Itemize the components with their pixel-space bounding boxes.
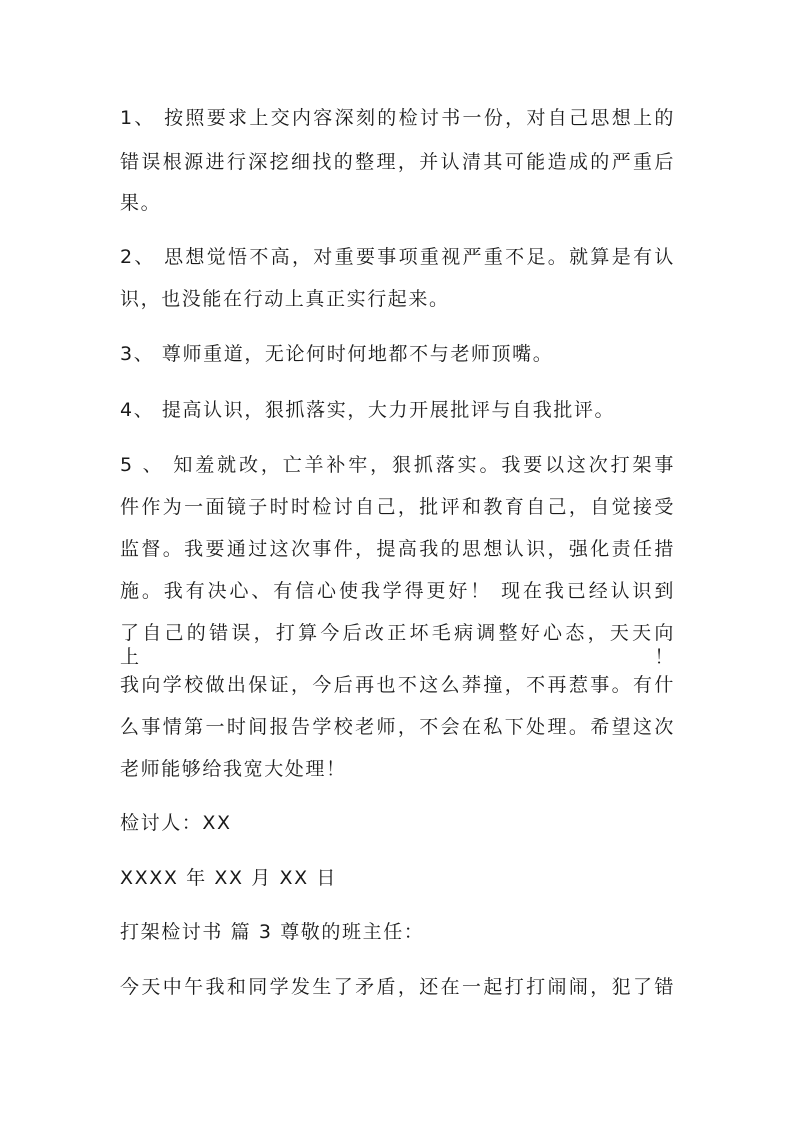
date-line: XXXX 年 XX 月 XX 日 [120, 867, 337, 889]
signature-line: 检讨人：XX [120, 812, 232, 834]
paragraph-4-line-1: 4、 提高认识，狠抓落实，大力开展批评与自我批评。 [120, 399, 616, 421]
paragraph-5-line-2: 件作为一面镜子时时检讨自己，批评和教育自己，自觉接受 [120, 496, 675, 518]
paragraph-2-line-2: 识，也没能在行动上真正实行起来。 [120, 288, 450, 310]
paragraph-5-line-3: 监督。我要通过这次事件，提高我的思想认识，强化责任措 [120, 538, 675, 560]
section-heading: 打架检讨书 篇 3 尊敬的班主任： [120, 921, 425, 943]
paragraph-3-line-1: 3、 尊师重道，无论何时何地都不与老师顶嘴。 [120, 343, 554, 365]
paragraph-5-line-4: 施。我有决心、有信心使我学得更好！ 现在我已经认识到 [120, 580, 675, 602]
paragraph-5-line-5: 了自己的错误，打算今后改正坏毛病调整好心态，天天向上！ [120, 622, 675, 668]
paragraph-6-line-1: 我向学校做出保证，今后再也不这么莽撞，不再惹事。有什 [120, 674, 675, 696]
paragraph-6-line-3: 老师能够给我宽大处理！ [120, 758, 347, 780]
paragraph-1-line-1: 1、 按照要求上交内容深刻的检讨书一份，对自己思想上的 [120, 107, 675, 129]
paragraph-2-line-1: 2、 思想觉悟不高，对重要事项重视严重不足。就算是有认 [120, 246, 675, 268]
paragraph-7-line-1: 今天中午我和同学发生了矛盾，还在一起打打闹闹，犯了错 [120, 976, 675, 998]
paragraph-6-line-2: 么事情第一时间报告学校老师，不会在私下处理。希望这次 [120, 716, 675, 738]
paragraph-1-line-3: 果。 [120, 192, 162, 214]
paragraph-1-line-2: 错误根源进行深挖细找的整理，并认清其可能造成的严重后 [120, 151, 675, 173]
paragraph-5-line-1: 5 、 知羞就改，亡羊补牢，狠抓落实。我要以这次打架事 [120, 454, 675, 476]
